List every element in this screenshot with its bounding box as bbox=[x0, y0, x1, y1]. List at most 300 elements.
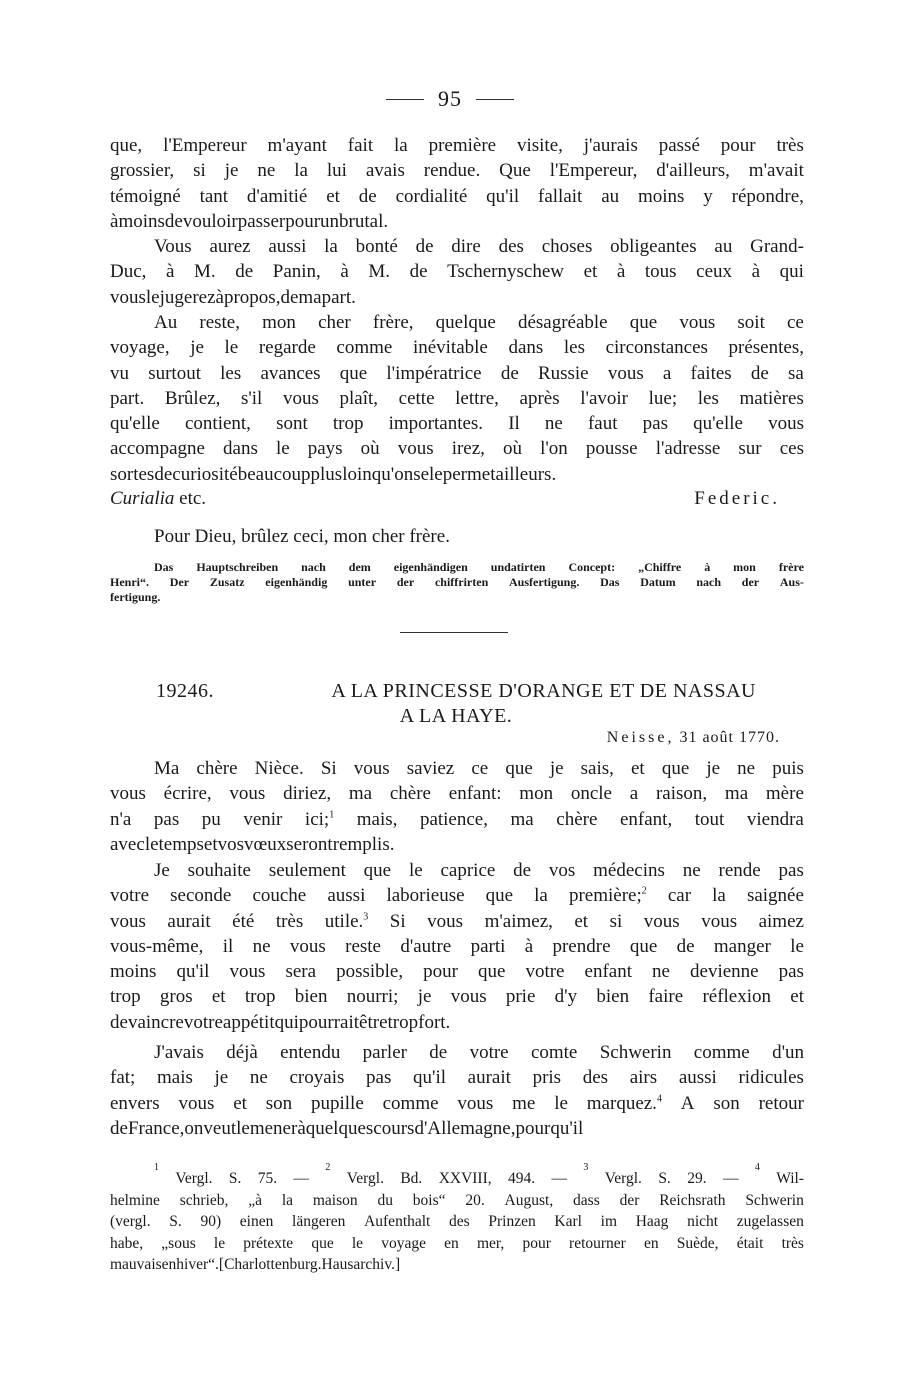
word: avais bbox=[365, 160, 405, 182]
word: mer, bbox=[476, 1234, 505, 1252]
word: vos bbox=[217, 833, 245, 855]
word: Il bbox=[508, 413, 520, 435]
word: trop bbox=[387, 1011, 419, 1033]
word: pour bbox=[522, 1234, 551, 1252]
paragraph-continuation bbox=[110, 133, 804, 234]
word: passé bbox=[658, 135, 700, 156]
word: chère bbox=[196, 758, 238, 779]
word: pas bbox=[778, 860, 804, 881]
word: Vous bbox=[154, 236, 192, 257]
word: possible, bbox=[336, 961, 404, 983]
word: croyais bbox=[289, 1067, 345, 1089]
word: enfant: bbox=[448, 783, 502, 805]
word: sera bbox=[285, 961, 317, 983]
word: et bbox=[326, 185, 340, 207]
word: enfant bbox=[584, 961, 633, 983]
word: réflexion bbox=[702, 986, 772, 1008]
closing-line bbox=[110, 488, 780, 510]
word: de bbox=[110, 1011, 128, 1033]
word: tant bbox=[199, 185, 229, 207]
word: ne bbox=[257, 160, 276, 182]
word: Suède, bbox=[676, 1234, 719, 1252]
word: et bbox=[790, 986, 804, 1008]
word: J'avais bbox=[154, 1042, 204, 1063]
word: voyage bbox=[381, 1234, 426, 1252]
word: de bbox=[110, 1117, 128, 1139]
footnote-marker: 3 bbox=[583, 1162, 589, 1173]
word: le bbox=[429, 463, 443, 485]
word: Aufenthalt bbox=[364, 1213, 431, 1231]
paragraph-schwerin bbox=[110, 1040, 804, 1141]
word: quelque bbox=[435, 312, 496, 333]
word: quelques bbox=[305, 1117, 374, 1139]
word: première;$^2$ bbox=[568, 885, 647, 907]
word: les bbox=[563, 337, 585, 359]
word: l'impératrice bbox=[386, 362, 482, 384]
word: que bbox=[629, 935, 658, 957]
word: à bbox=[215, 286, 224, 308]
word: schrieb, bbox=[179, 1191, 229, 1209]
word: à bbox=[297, 1117, 306, 1139]
word: pousse bbox=[585, 438, 638, 460]
word: 90) bbox=[200, 1213, 222, 1231]
word: Que bbox=[499, 160, 531, 182]
word: sur bbox=[738, 438, 762, 460]
word: ne bbox=[544, 413, 563, 435]
word: veut bbox=[203, 1117, 237, 1139]
word: beaucoup bbox=[237, 463, 311, 485]
word: sont bbox=[276, 413, 308, 435]
word: si bbox=[193, 160, 206, 182]
text-line bbox=[110, 1040, 804, 1065]
word: la bbox=[281, 1191, 294, 1209]
word: était bbox=[736, 1234, 764, 1252]
footnotes bbox=[110, 1162, 804, 1276]
closing-formula: Curialia etc. bbox=[110, 488, 207, 509]
word: prendre bbox=[552, 935, 611, 957]
word: s'il bbox=[240, 387, 263, 409]
word: l'on bbox=[540, 438, 568, 460]
word: Aus- bbox=[779, 575, 804, 589]
word: la bbox=[712, 885, 726, 907]
word: à bbox=[340, 261, 349, 283]
text-line bbox=[110, 934, 804, 959]
footnote-marker: 4 bbox=[656, 1093, 662, 1105]
word: à bbox=[524, 935, 534, 957]
word: ceux bbox=[696, 261, 733, 283]
word: obligeantes bbox=[610, 236, 697, 257]
word: ailleurs. bbox=[495, 463, 557, 485]
word: pour bbox=[423, 961, 458, 983]
word: chère bbox=[556, 808, 598, 830]
word: enfant, bbox=[619, 808, 673, 830]
letter-number: 19246. bbox=[156, 680, 214, 702]
word: appétit bbox=[222, 1011, 275, 1033]
word: undatirten bbox=[490, 560, 546, 574]
word: loin bbox=[342, 463, 372, 485]
word: vous bbox=[353, 758, 390, 779]
word: seront bbox=[286, 833, 333, 855]
word: rendue. bbox=[423, 160, 481, 182]
word: Panin, bbox=[272, 261, 321, 283]
word: lettre, bbox=[455, 387, 499, 409]
word: moins bbox=[637, 185, 685, 207]
word: faites bbox=[690, 362, 732, 384]
word: à bbox=[110, 210, 119, 232]
text-line bbox=[110, 411, 804, 436]
word: vouloir bbox=[182, 210, 238, 232]
word: fait bbox=[347, 135, 374, 156]
word: qu'il bbox=[486, 185, 520, 207]
word: ne bbox=[682, 860, 701, 881]
word: déjà bbox=[226, 1042, 258, 1063]
word: comme bbox=[336, 337, 393, 359]
text-line bbox=[110, 335, 804, 360]
word: bois“ bbox=[412, 1191, 446, 1209]
word: cours bbox=[373, 1117, 415, 1139]
word: que, bbox=[110, 135, 143, 156]
word: frère, bbox=[372, 312, 414, 333]
word: importantes. bbox=[388, 413, 484, 435]
word: Tschernyschew bbox=[447, 261, 564, 283]
word: nourri; bbox=[346, 986, 399, 1008]
word: mon bbox=[733, 560, 756, 574]
word: le bbox=[144, 833, 159, 855]
word: fertigung. bbox=[110, 590, 161, 604]
word: sortes bbox=[110, 463, 155, 485]
word: Hausarchiv.] bbox=[321, 1256, 401, 1274]
word: saviez bbox=[406, 758, 455, 779]
recipient: A LA PRINCESSE D'ORANGE ET DE NASSAU bbox=[331, 680, 756, 702]
word: pourrait bbox=[298, 1011, 360, 1033]
text-line bbox=[110, 361, 804, 386]
word: ne bbox=[249, 1067, 268, 1089]
word: d'un bbox=[772, 1042, 804, 1063]
word: prétexte bbox=[243, 1234, 294, 1252]
word: plus bbox=[310, 463, 343, 485]
word: y bbox=[703, 185, 713, 207]
word: Si bbox=[389, 910, 406, 932]
word: on bbox=[184, 1117, 204, 1139]
word: avec bbox=[110, 833, 145, 855]
word: Prinzen bbox=[488, 1213, 536, 1231]
word: je bbox=[549, 758, 564, 779]
word: Duc, bbox=[110, 261, 147, 283]
word: m'ayant bbox=[267, 135, 327, 156]
word: — bbox=[551, 1170, 568, 1187]
word: vous bbox=[110, 783, 146, 805]
word: 494. bbox=[508, 1170, 536, 1187]
word: passer bbox=[237, 210, 286, 232]
word: aurait bbox=[167, 910, 211, 932]
text-line bbox=[110, 386, 804, 411]
word: vous bbox=[289, 935, 326, 957]
word: Grand- bbox=[750, 236, 804, 257]
word: je bbox=[214, 1067, 229, 1089]
word: nicht bbox=[687, 1213, 719, 1231]
word: ici;$^1$ bbox=[304, 808, 335, 830]
word: comte bbox=[530, 1042, 578, 1063]
word: der bbox=[396, 575, 415, 589]
word: qu'il bbox=[550, 1117, 584, 1139]
word: dire bbox=[451, 236, 481, 257]
word: retourner bbox=[569, 1234, 626, 1252]
word: à bbox=[704, 560, 711, 574]
word: et bbox=[631, 758, 645, 779]
word: seulement bbox=[268, 860, 346, 881]
word: à bbox=[165, 261, 175, 283]
word: M. bbox=[194, 261, 216, 283]
word: caprice bbox=[440, 860, 496, 881]
text-line bbox=[110, 310, 804, 335]
word: se bbox=[413, 463, 430, 485]
word: ma bbox=[724, 783, 749, 805]
text-line bbox=[110, 234, 804, 259]
word: de bbox=[409, 261, 428, 283]
word: de bbox=[164, 210, 183, 232]
heading-line-1 bbox=[156, 680, 756, 703]
word: faire bbox=[648, 986, 684, 1008]
word: dans bbox=[223, 438, 258, 460]
word: votre bbox=[469, 1042, 509, 1063]
word: (vergl. bbox=[110, 1213, 151, 1231]
word: vous bbox=[768, 413, 804, 435]
word: et bbox=[203, 833, 218, 855]
word: si bbox=[609, 910, 623, 932]
word: Concept: bbox=[568, 560, 616, 574]
word: le bbox=[213, 1234, 226, 1252]
word: Ma bbox=[154, 758, 180, 779]
word: où bbox=[503, 438, 523, 460]
word: saignée bbox=[746, 885, 804, 907]
word: faut bbox=[587, 413, 618, 435]
word: 20. bbox=[465, 1191, 485, 1209]
word: eigenhändig bbox=[265, 575, 328, 589]
word: de bbox=[358, 185, 377, 207]
word: remplis. bbox=[332, 833, 395, 855]
word: S. bbox=[228, 1170, 242, 1187]
word: tous bbox=[644, 261, 677, 283]
text-line bbox=[110, 807, 804, 832]
header-rule-right bbox=[476, 99, 514, 100]
footnote-marker: 4 bbox=[754, 1162, 760, 1173]
word: qui bbox=[779, 261, 804, 283]
word: être bbox=[359, 1011, 388, 1033]
word: témoigné bbox=[110, 185, 181, 207]
word: des bbox=[449, 1213, 470, 1231]
paragraph-au-reste bbox=[110, 310, 804, 487]
word: einen bbox=[239, 1213, 274, 1231]
word: der bbox=[619, 1191, 640, 1209]
word: d'autre bbox=[400, 935, 452, 957]
word: chiffrirten bbox=[434, 575, 489, 589]
dateline-date: 31 août 1770. bbox=[679, 729, 780, 746]
text-line bbox=[110, 158, 804, 183]
word: votre bbox=[110, 885, 150, 907]
word: vous bbox=[427, 910, 464, 932]
word: — bbox=[722, 1170, 739, 1187]
word: utile.$^3$ bbox=[324, 910, 369, 932]
word: Datum bbox=[640, 575, 676, 589]
word: couche bbox=[252, 885, 307, 907]
word: brutal. bbox=[339, 210, 389, 232]
word: mener bbox=[249, 1117, 298, 1139]
word: rende bbox=[718, 860, 761, 881]
word: nach bbox=[301, 560, 326, 574]
word: qui bbox=[274, 1011, 299, 1033]
word: dass bbox=[573, 1191, 600, 1209]
word: dem bbox=[348, 560, 371, 574]
word: vous bbox=[450, 986, 487, 1008]
note-line bbox=[110, 590, 804, 605]
word: pas bbox=[153, 808, 180, 830]
word: répondre, bbox=[731, 185, 804, 207]
word: trop bbox=[332, 413, 364, 435]
word: vous bbox=[643, 910, 680, 932]
word: visite, bbox=[516, 135, 563, 156]
word: vous bbox=[701, 910, 738, 932]
word: ces bbox=[779, 438, 804, 460]
word: Haag bbox=[635, 1213, 669, 1231]
word: 29. bbox=[687, 1170, 707, 1187]
paragraph-grand-duc bbox=[110, 234, 804, 310]
text-line bbox=[110, 756, 804, 781]
word: car bbox=[667, 885, 692, 907]
word: prie bbox=[505, 986, 536, 1008]
word: propos, bbox=[223, 286, 281, 308]
word: vous-même, bbox=[110, 935, 204, 957]
word: seconde bbox=[170, 885, 232, 907]
word: eigenhändigen bbox=[393, 560, 468, 574]
word: Reichsrath bbox=[659, 1191, 726, 1209]
word: temps bbox=[158, 833, 204, 855]
word: en bbox=[644, 1234, 659, 1252]
word: France, bbox=[127, 1117, 185, 1139]
word: 75. bbox=[257, 1170, 278, 1187]
word: de bbox=[429, 1042, 448, 1063]
word: viendra bbox=[746, 808, 804, 830]
text-line bbox=[110, 1190, 804, 1212]
word: vous bbox=[607, 362, 644, 384]
word: trop bbox=[110, 986, 141, 1008]
word: le bbox=[145, 286, 160, 308]
letter-heading bbox=[156, 680, 756, 728]
word: Der bbox=[169, 575, 190, 589]
word: l'avoir bbox=[580, 387, 628, 409]
word: mais, bbox=[356, 808, 398, 830]
word: gros bbox=[159, 986, 193, 1008]
word: ne bbox=[652, 961, 670, 983]
word: airs bbox=[629, 1067, 658, 1089]
note-line bbox=[110, 575, 804, 590]
word: aussi bbox=[327, 885, 366, 907]
word: et bbox=[233, 1092, 247, 1114]
word: m'aimez, bbox=[484, 910, 553, 932]
word: aimez bbox=[758, 910, 804, 932]
word: contient, bbox=[184, 413, 251, 435]
word: marquez.$^4$ bbox=[586, 1092, 662, 1114]
text-line bbox=[110, 462, 804, 487]
word: moins bbox=[118, 210, 165, 232]
text-line bbox=[110, 184, 804, 209]
word: ce bbox=[786, 312, 804, 333]
word: la bbox=[324, 236, 338, 257]
word: que bbox=[363, 860, 392, 881]
word: pas bbox=[778, 961, 804, 983]
word: vous bbox=[282, 387, 319, 409]
word: Bd. bbox=[400, 1170, 423, 1187]
word: circonstances bbox=[605, 337, 708, 359]
word: August, bbox=[504, 1191, 554, 1209]
signature: Federic. bbox=[694, 488, 780, 509]
word: que bbox=[477, 961, 506, 983]
word: laborieuse bbox=[386, 885, 465, 907]
page-header bbox=[0, 86, 900, 112]
word: et bbox=[211, 986, 226, 1008]
word: retour bbox=[758, 1092, 804, 1114]
word: un bbox=[320, 210, 340, 232]
word: reste bbox=[345, 935, 381, 957]
word: Vergl. bbox=[175, 1170, 213, 1187]
word: frère bbox=[778, 560, 804, 574]
word: dans bbox=[508, 337, 544, 359]
text-line bbox=[110, 883, 804, 908]
word: Russie bbox=[537, 362, 589, 384]
word: curiosité bbox=[172, 463, 238, 485]
word: Hauptschreiben bbox=[196, 560, 279, 574]
word: Wil- bbox=[776, 1170, 804, 1187]
word: des bbox=[498, 236, 524, 257]
word: aurait bbox=[467, 1067, 511, 1089]
word: vous bbox=[110, 910, 146, 932]
word: qu'elle bbox=[693, 413, 743, 435]
text-line bbox=[110, 1254, 804, 1276]
word: le bbox=[790, 935, 804, 957]
word: längeren bbox=[292, 1213, 346, 1231]
word: Schwerin bbox=[599, 1042, 672, 1063]
word: le bbox=[408, 860, 423, 881]
word: votre bbox=[183, 1011, 223, 1033]
word: im bbox=[600, 1213, 618, 1231]
word: a bbox=[662, 362, 672, 384]
word: aussi bbox=[678, 1067, 717, 1089]
word: „à bbox=[248, 1191, 262, 1209]
word: Je bbox=[154, 860, 170, 881]
note-line bbox=[110, 560, 804, 575]
word: du bbox=[377, 1191, 393, 1209]
word: sais, bbox=[580, 758, 614, 779]
word: vos bbox=[548, 860, 576, 881]
word: lue; bbox=[648, 387, 678, 409]
word: le bbox=[275, 438, 290, 460]
word: aussi bbox=[268, 236, 307, 257]
footnote-marker: 2 bbox=[641, 885, 647, 897]
word: ce bbox=[471, 758, 489, 779]
word: m'avait bbox=[748, 160, 804, 182]
text-line bbox=[110, 984, 804, 1009]
word: me bbox=[512, 1092, 536, 1114]
word: très bbox=[275, 910, 304, 932]
word: son bbox=[265, 1092, 293, 1114]
word: je bbox=[190, 337, 204, 359]
word: qu'il bbox=[413, 1067, 446, 1089]
word: vous bbox=[178, 1092, 215, 1114]
word: de bbox=[513, 860, 532, 881]
page-number: 95 bbox=[438, 86, 462, 111]
word: je bbox=[224, 160, 239, 182]
word: que bbox=[629, 312, 658, 333]
word: hiver“. bbox=[176, 1256, 219, 1274]
